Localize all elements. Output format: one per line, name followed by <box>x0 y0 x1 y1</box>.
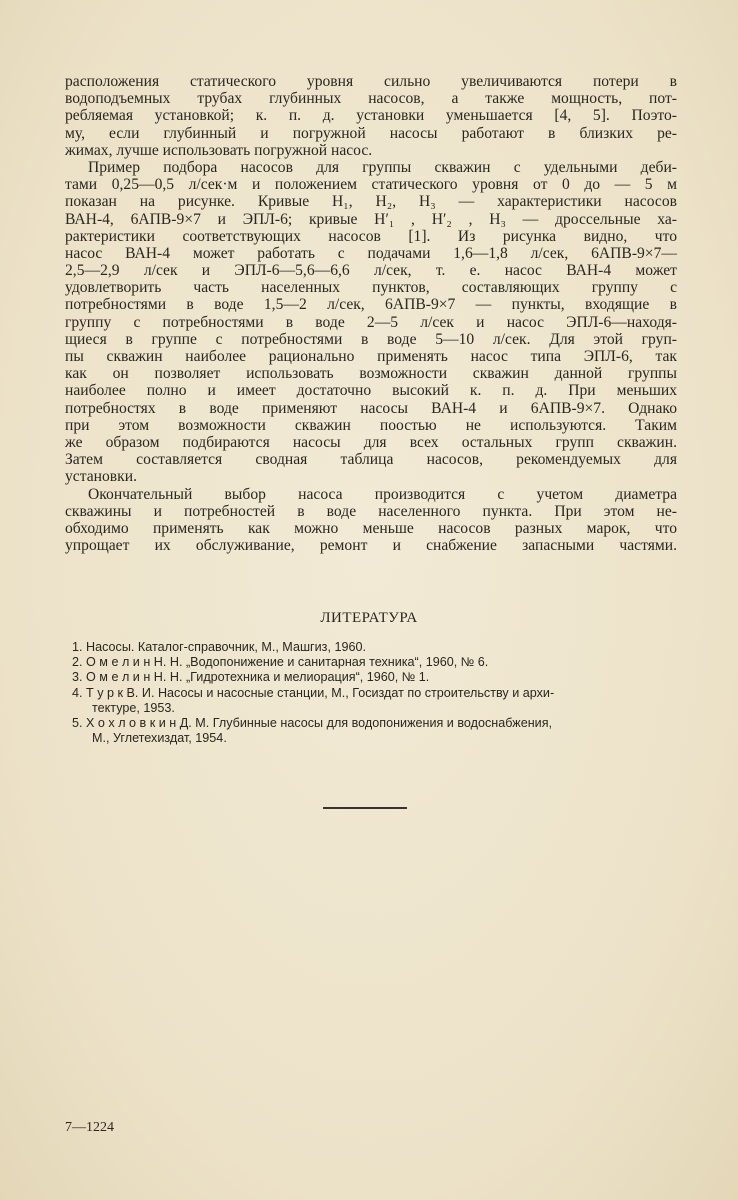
text-line: группу с потребностями в воде 2—5 л/сек и насос ЭПЛ-6—находя- <box>65 313 677 331</box>
text-line: расположения статического уровня сильно увеличиваются потери в <box>65 73 677 90</box>
text-line: как он позволяет использовать возможности скважин данной группы <box>65 365 677 383</box>
reference-item: 5. Х о х л о в к и н Д. М. Глубинные насосы для водопонижения и водоснабжения, <box>72 716 553 731</box>
signature-mark: 7—1224 <box>65 1120 114 1135</box>
text-line: Затем составляется сводная таблица насосов, рекомендуемых для <box>65 451 677 469</box>
text-line: скважины и потребностей в воде населенного пункта. При этом не- <box>65 502 677 520</box>
text-line: удовлетворить часть населенных пунктов, составляющих группу с <box>65 279 677 297</box>
body-text <box>65 73 677 554</box>
reference-item: 2. О м е л и н Н. Н. „Водопонижение и санитарная техника“, 1960, № 6. <box>72 655 489 670</box>
text-line: жимах, лучше использовать погружной насос. <box>65 141 373 159</box>
references-list <box>72 640 672 746</box>
text-line: упрощает их обслуживание, ремонт и снабжение запасными частями. <box>65 537 677 555</box>
reference-item: 1. Насосы. Каталог-справочник, М., Машгиз, 1960. <box>72 640 366 654</box>
paragraph-1 <box>65 73 677 159</box>
text-line: при этом возможности скважин поостью не используются. Таким <box>65 416 677 434</box>
references-heading: ЛИТЕРАТУРА <box>320 610 418 626</box>
text-line: наиболее полно и имеет достаточно высокий к. п. д. При меньших <box>65 382 677 400</box>
text-line: щиеся в группе с потребностями в воде 5—10 л/сек. Для этой груп- <box>65 330 677 348</box>
reference-item: 3. О м е л и н Н. Н. „Гидротехника и мелиорация“, 1960, № 1. <box>72 670 430 685</box>
text-line: насос ВАН-4 может работать с подачами 1,6—1,8 л/сек, 6АПВ-9×7— <box>65 244 677 262</box>
text-line: 2,5—2,9 л/сек и ЭПЛ-6—5,6—6,6 л/сек, т. е. насос ВАН-4 может <box>65 262 677 280</box>
text-line: установки. <box>65 468 137 486</box>
text-line: обходимо применять как можно меньше насосов разных марок, что <box>65 519 677 537</box>
text-line: потребностях в воде применяют насосы ВАН-4 и 6АПВ-9×7. Однако <box>65 399 677 417</box>
reference-item-continuation: тектуре, 1953. <box>92 700 175 715</box>
text-line: водоподъемных трубах глубинных насосов, а также мощность, пот- <box>65 90 677 108</box>
text-line: Пример подбора насосов для группы скважин с удельными деби- <box>88 158 677 176</box>
text-line: показан на рисунке. Кривые H₁, H₂, H₃ — характеристики насосов <box>65 193 677 211</box>
reference-item: 4. Т у р к В. И. Насосы и насосные станции, М., Госиздат по строительству и архи- <box>72 685 555 700</box>
text-line: Окончательный выбор насоса производится с учетом диаметра <box>88 485 677 503</box>
paragraph-2 <box>65 159 677 486</box>
paragraph-3 <box>65 486 677 555</box>
section-divider <box>323 807 407 809</box>
text-line: потребностями в воде 1,5—2 л/сек, 6АПВ-9×7 — пункты, входящие в <box>65 296 677 314</box>
text-line: пы скважин наиболее рационально применять насос типа ЭПЛ-6, так <box>65 348 677 365</box>
text-line: тами 0,25—0,5 л/сек·м и положением статического уровня от 0 до — 5 м <box>65 176 677 194</box>
text-line: му, если глубинный и погружной насосы работают в близких ре- <box>65 124 677 142</box>
text-line: же образом подбираются насосы для всех остальных групп скважин. <box>65 433 677 451</box>
text-line: ВАН-4, 6АПВ-9×7 и ЭПЛ-6; кривые H′₁ , H′₂ , H₃ — дроссельные ха- <box>65 210 677 228</box>
reference-item-continuation: М., Углетехиздат, 1954. <box>92 731 227 746</box>
text-line: ребляемая установкой; к. п. д. установки уменьшается [4, 5]. Поэто- <box>65 107 677 125</box>
text-line: рактеристики соответствующих насосов [1]. Из рисунка видно, что <box>65 227 677 245</box>
